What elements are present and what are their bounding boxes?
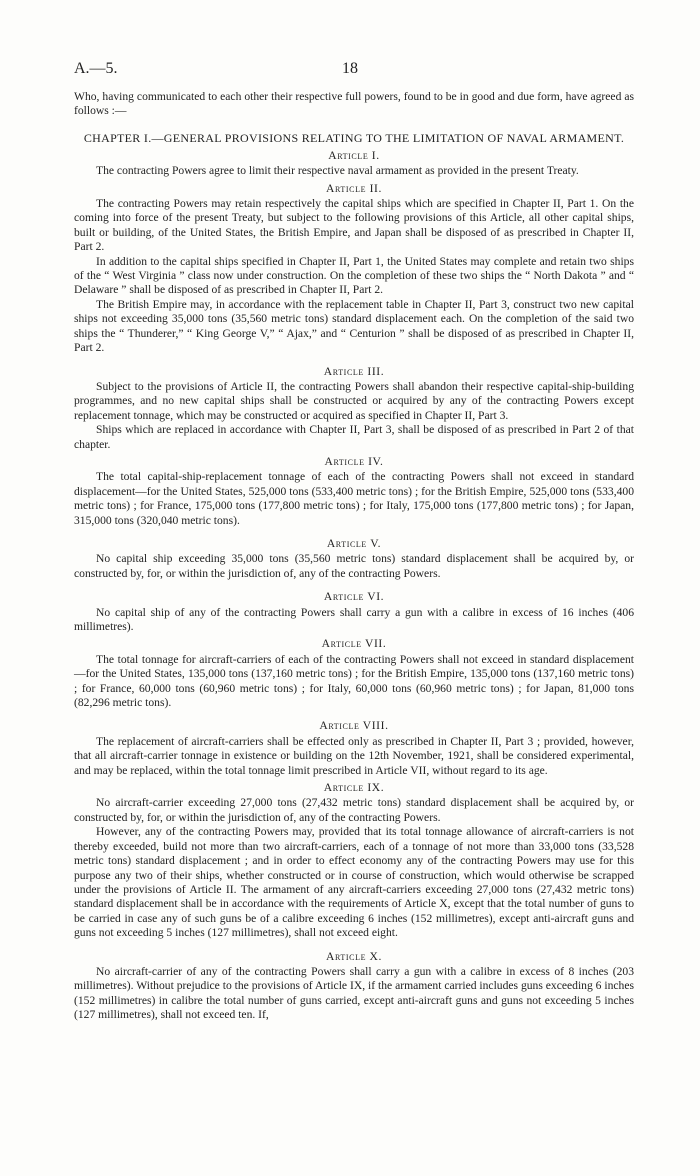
article-paragraph: The British Empire may, in accordance with the replacement table in Chapter II, Part 3, construct two new capital ships not exceeding 35,000 tons (35,560 metric tons) standard displacement each. On the completion of the said two ships the “ Thunderer,” “ King George V,” “ Ajax,” and “ Centurion ” shall be disposed of as prescribed in Chapter II, Part 2. [74, 297, 634, 355]
article-paragraph: The contracting Powers agree to limit their respective naval armament as provided in the present Treaty. [96, 164, 579, 178]
article-paragraph: In addition to the capital ships specified in Chapter II, Part 1, the United States may complete and retain two ships of the “ West Virginia ” class now under construction. On the completion of these two ships the “ North Dakota ” and “ Delaware ” shall be disposed of as prescribed in Chapter II, Part 2. [74, 254, 634, 297]
article-paragraph: The replacement of aircraft-carriers shall be effected only as prescribed in Chapter II, Part 3 ; provided, however, that all aircraft-carrier tonnage in existence or building on the 12th November, 1921, shall be considered experimental, and may be replaced, within the total tonnage limit prescribed in Article VII, without regard to its age. [74, 734, 634, 777]
article-paragraph: Subject to the provisions of Article II, the contracting Powers shall abandon their respective capital-ship-building programmes, and no new capital ships shall be constructed or acquired by any of the contracting Powers except replacement tonnage, which may be constructed or acquired as specified in Chapter II, Part 3. [74, 379, 634, 422]
article-heading: Article VI. [323, 590, 385, 604]
article-paragraph: However, any of the contracting Powers may, provided that its total tonnage allowance of aircraft-carriers is not thereby exceeded, build not more than two aircraft-carriers, each of a tonnage of not more than 33,000 tons (33,528 metric tons) standard displacement ; and in order to effect economy any of the contracting Powers may use for this purpose any two of their ships, whether constructed or in course of construction, which would otherwise be scrapped under the provisions of Article II. The armament of any aircraft-carriers exceeding 27,000 tons (27,432 metric tons) standard displacement shall be in accordance with the requirements of Article X, except that the total number of guns to be carried in case any of such guns be of a calibre exceeding 6 inches (152 millimetres), except anti-aircraft guns and guns not exceeding 5 inches (127 millimetres), shall not exceed eight. [74, 825, 634, 940]
article-heading: Article X. [325, 949, 383, 963]
article-paragraph: No capital ship of any of the contracting Powers shall carry a gun with a calibre in excess of 16 inches (406 millimetres). [74, 605, 634, 633]
article-paragraph: No aircraft-carrier of any of the contracting Powers shall carry a gun with a calibre in excess of 8 inches (203 millimetres). Without prejudice to the provisions of Article IX, if the armament carried includes guns exceeding 6 inches (152 millimetres) in calibre the total number of guns carried, except anti-aircraft guns and guns not exceeding 5 inches (127 millimetres), shall not exceed ten. If, [74, 964, 634, 1022]
article-paragraph: Ships which are replaced in accordance with Chapter II, Part 3, shall be disposed of as prescribed in Part 2 of that chapter. [74, 423, 634, 451]
document-reference: A.—5. [74, 60, 118, 77]
article-paragraph: The contracting Powers may retain respectively the capital ships which are specified in Chapter II, Part 1. On the coming into force of the present Treaty, but subject to the following provisions of this Article, all other capital ships, built or building, of the United States, the British Empire, and Japan shall be disposed of as prescribed in Chapter II, Part 2. [74, 197, 634, 254]
article-heading: Article IV. [324, 454, 384, 468]
chapter-title: CHAPTER I.—GENERAL PROVISIONS RELATING TO THE LIMITATION OF NAVAL ARMAMENT. [83, 130, 625, 145]
article-heading: Article III. [323, 364, 385, 378]
article-heading: Article I. [328, 148, 380, 162]
article-heading: Article VIII. [319, 719, 389, 733]
document-body [74, 90, 634, 1023]
article-heading: Article VII. [321, 637, 387, 651]
article-heading: Article V. [326, 536, 382, 550]
page-number: 18 [342, 60, 358, 77]
article-paragraph: No aircraft-carrier exceeding 27,000 tons (27,432 metric tons) standard displacement shall be acquired by, or constructed by, for, or within the jurisdiction of, any of the contracting Powers. [74, 796, 634, 824]
article-paragraph: The total tonnage for aircraft-carriers of each of the contracting Powers shall not exceed in standard displacement—for the United States, 135,000 tons (137,160 metric tons) ; for the British Empire, 135,000 tons (137,160 metric tons) ; for France, 60,000 tons (60,960 metric tons) ; for Italy, 60,000 tons (60,960 metric tons) ; for Japan, 81,000 tons (82,296 metric tons). [74, 652, 634, 710]
article-paragraph: The total capital-ship-replacement tonnage of each of the contracting Powers shall not exceed in standard displacement—for the United States, 525,000 tons (533,400 metric tons) ; for the British Empire, 525,000 tons (533,400 metric tons) ; for France, 175,000 tons (177,800 metric tons) ; for Italy, 175,000 tons (177,800 metric tons) ; for Japan, 315,000 tons (320,040 metric tons). [74, 470, 634, 527]
article-paragraph: No capital ship exceeding 35,000 tons (35,560 metric tons) standard displacement shall be acquired by, or constructed by, for, or within the jurisdiction of, any of the contracting Powers. [74, 552, 634, 580]
page-header [74, 60, 634, 80]
intro-paragraph: Who, having communicated to each other their respective full powers, found to be in good and due form, have agreed as follows :— [74, 90, 634, 118]
article-heading: Article II. [325, 181, 382, 195]
article-heading: Article IX. [323, 781, 385, 795]
